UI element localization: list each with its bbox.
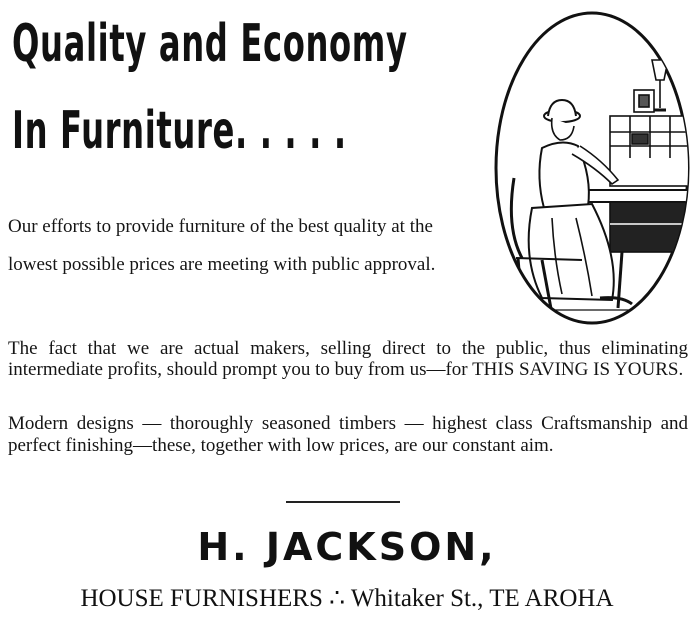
makers-paragraph xyxy=(8,338,688,380)
saving-emphasis: THIS SAVING IS YOURS. xyxy=(472,359,684,380)
tagline-separator: ∴ xyxy=(329,585,346,612)
headline-line-1: Quality and Economy xyxy=(12,14,408,74)
company-name: H. JACKSON, xyxy=(197,525,497,569)
address-line xyxy=(0,586,694,611)
intro-paragraph: Our efforts to provide furniture of the best quality at the lowest possible prices are meeting with public approval. xyxy=(8,216,436,275)
picture-frame-icon xyxy=(634,90,654,112)
makers-paragraph-text: The fact that we are actual makers, selling direct to the public, thus eliminating intermediate profits, should prompt you to buy from us—for xyxy=(8,338,688,380)
woman-at-desk-illustration xyxy=(492,8,692,328)
designs-paragraph: Modern designs — thoroughly seasoned timbers — highest class Craftsmanship and perfect finishing—these, together with low prices, are our constant aim. xyxy=(8,413,688,456)
tagline-address: Whitaker St., TE AROHA xyxy=(350,585,614,612)
divider-rule xyxy=(286,501,400,503)
tagline-business: HOUSE FURNISHERS xyxy=(80,585,323,612)
headline-line-2: In Furniture. . . . . xyxy=(12,101,347,161)
